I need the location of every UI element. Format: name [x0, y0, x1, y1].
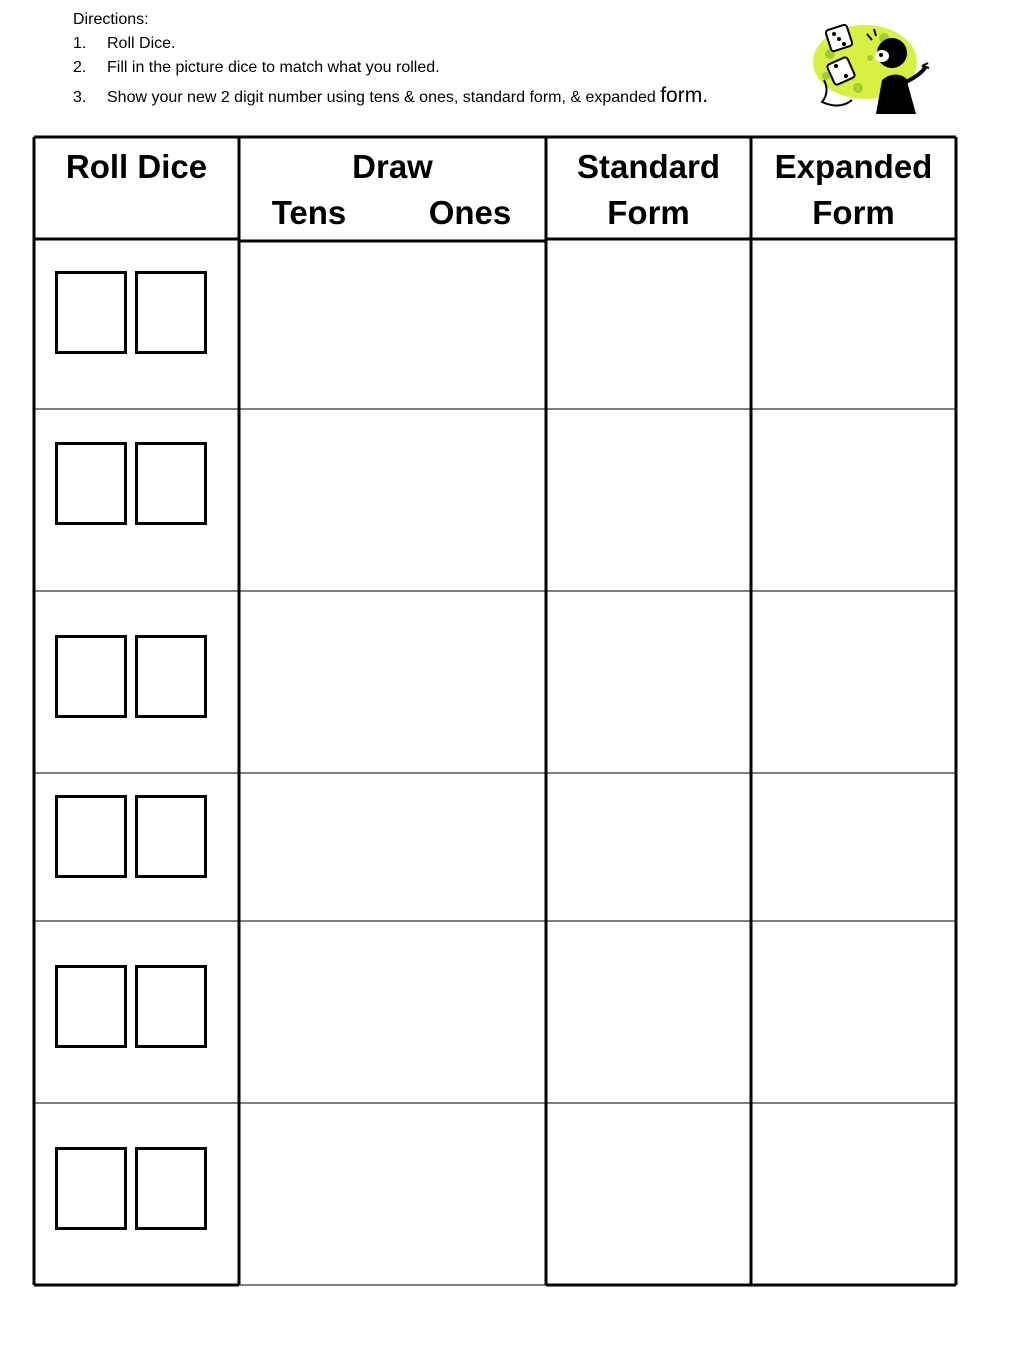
die-box-ones[interactable] — [135, 965, 207, 1048]
direction-step-3 — [73, 84, 708, 110]
header-expanded-form — [753, 144, 954, 236]
directions — [73, 8, 708, 110]
header-draw — [241, 144, 544, 190]
standard-form-cell[interactable] — [548, 241, 749, 408]
dice-player-icon — [810, 18, 935, 116]
expanded-form-cell[interactable] — [753, 241, 954, 408]
step-text: Roll Dice. — [107, 35, 176, 52]
header-tens-label: Tens — [271, 194, 347, 231]
directions-list — [73, 32, 708, 110]
die-box-ones[interactable] — [135, 442, 207, 525]
expanded-form-cell[interactable] — [753, 592, 954, 772]
direction-step-2 — [73, 56, 708, 80]
header-draw-label: Draw — [352, 148, 433, 185]
draw-cell[interactable] — [241, 774, 544, 920]
header-expanded-line1: Expanded — [774, 148, 933, 185]
header-ones — [420, 190, 520, 236]
header-ones-label: Ones — [428, 194, 512, 231]
standard-form-cell[interactable] — [548, 774, 749, 920]
draw-cell[interactable] — [241, 410, 544, 590]
standard-form-cell[interactable] — [548, 1104, 749, 1284]
expanded-form-cell[interactable] — [753, 774, 954, 920]
header-standard-form — [548, 144, 749, 236]
standard-form-cell[interactable] — [548, 922, 749, 1102]
step-text-tail: form. — [660, 84, 709, 107]
die-box-tens[interactable] — [55, 795, 127, 878]
direction-step-1 — [73, 32, 708, 56]
die-box-ones[interactable] — [135, 271, 207, 354]
step-number: 1. — [73, 35, 87, 52]
header-standard-line1: Standard — [576, 148, 721, 185]
die-box-ones[interactable] — [135, 795, 207, 878]
die-box-tens[interactable] — [55, 965, 127, 1048]
step-number: 3. — [73, 89, 87, 106]
step-text-main: Show your new 2 digit number using tens & ones, standard form, & expanded — [107, 89, 656, 106]
expanded-form-cell[interactable] — [753, 410, 954, 590]
draw-cell[interactable] — [241, 243, 544, 408]
standard-form-cell[interactable] — [548, 410, 749, 590]
header-tens — [259, 190, 359, 236]
die-box-ones[interactable] — [135, 1147, 207, 1230]
draw-cell[interactable] — [241, 592, 544, 772]
die-box-tens[interactable] — [55, 635, 127, 718]
header-roll-dice-label: Roll Dice — [65, 148, 208, 185]
die-box-tens[interactable] — [55, 442, 127, 525]
draw-cell[interactable] — [241, 922, 544, 1102]
draw-cell[interactable] — [241, 1104, 544, 1284]
expanded-form-cell[interactable] — [753, 1104, 954, 1284]
step-text: Fill in the picture dice to match what you rolled. — [107, 59, 440, 76]
step-number: 2. — [73, 59, 87, 76]
die-box-tens[interactable] — [55, 271, 127, 354]
expanded-form-cell[interactable] — [753, 922, 954, 1102]
step-text — [107, 84, 708, 110]
die-box-tens[interactable] — [55, 1147, 127, 1230]
header-standard-line2: Form — [607, 194, 690, 231]
standard-form-cell[interactable] — [548, 592, 749, 772]
header-expanded-line2: Form — [812, 194, 895, 231]
header-roll-dice — [36, 144, 237, 190]
directions-title: Directions: — [73, 11, 149, 28]
die-box-ones[interactable] — [135, 635, 207, 718]
